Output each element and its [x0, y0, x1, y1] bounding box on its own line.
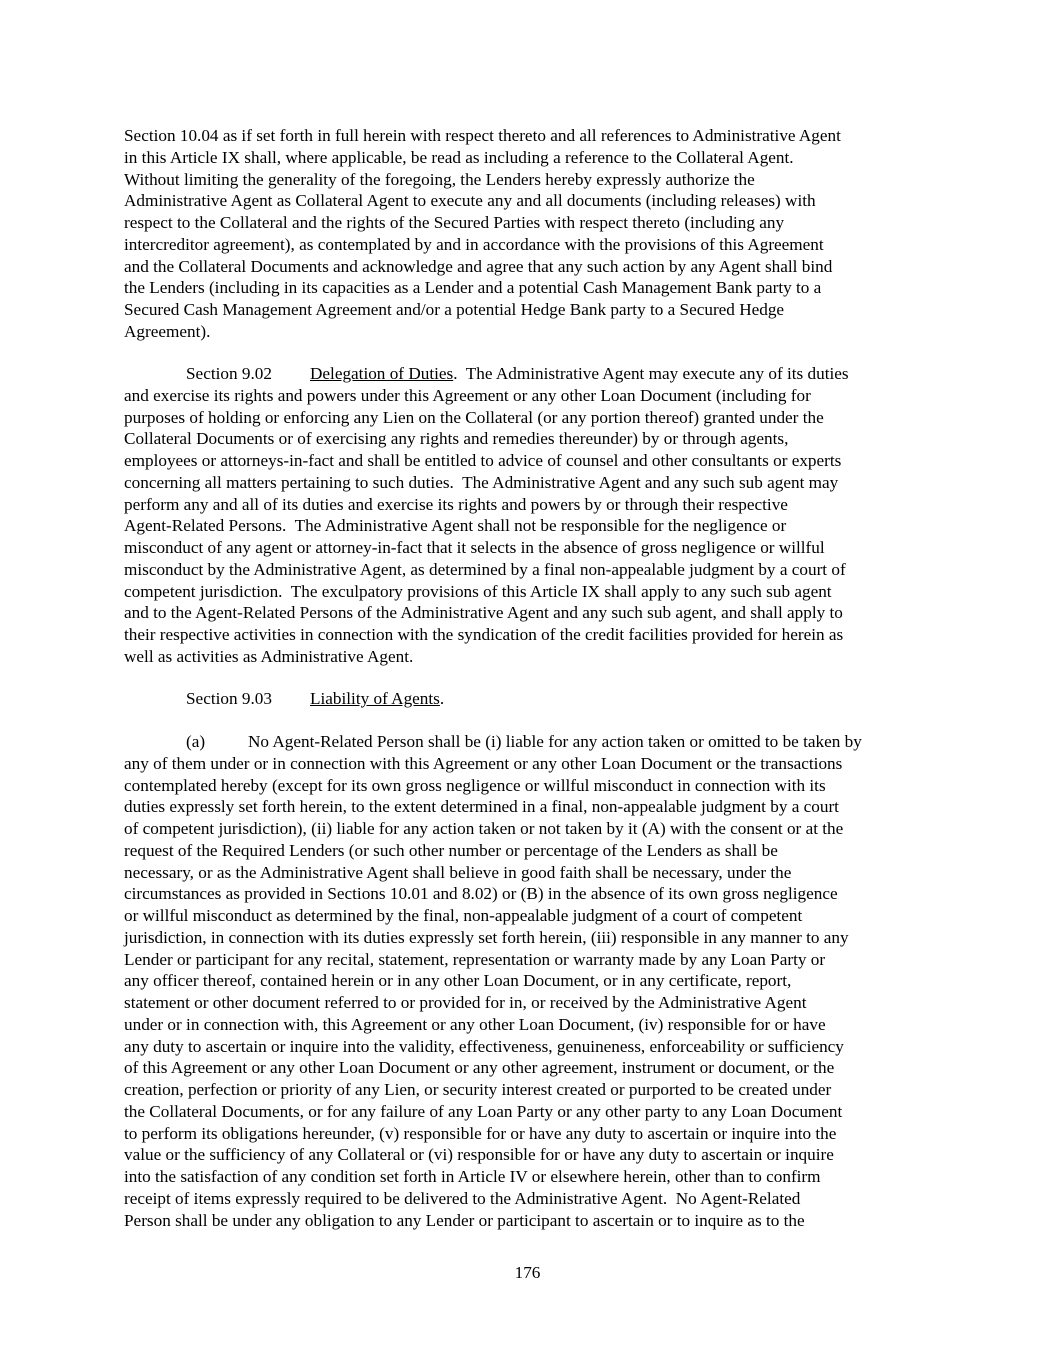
paragraph-line: perform any and all of its duties and exercise its rights and powers by or through their respective: [124, 494, 788, 514]
paragraph-line: the Lenders (including in its capacities as a Lender and a potential Cash Management Bank party to a: [124, 278, 822, 298]
paragraph-line: creation, perfection or priority of any Lien, or security interest created or purported to be created under: [124, 1080, 832, 1099]
paragraph-line: respect to the Collateral and the rights of the Secured Parties with respect thereto (including any: [124, 213, 785, 232]
paragraph-line: Administrative Agent as Collateral Agent to execute any and all documents (including releases) with: [124, 191, 816, 211]
paragraph-line: necessary, or as the Administrative Agent shall believe in good faith shall be necessary, under the: [124, 862, 792, 882]
paragraph-line: to perform its obligations hereunder, (v) responsible for or have any duty to ascertain or inquire into the: [124, 1123, 837, 1143]
paragraph-line: in this Article IX shall, where applicable, be read as including a reference to the Collateral Agent.: [124, 147, 794, 167]
paragraph-line: into the satisfaction of any condition set forth in Article IV or elsewhere herein, other than to confirm: [124, 1167, 821, 1186]
paragraph-line: under or in connection with, this Agreement or any other Loan Document, (iv) responsible for or have: [124, 1014, 826, 1034]
section-number: Section 9.02: [186, 364, 272, 383]
paragraph-line: any of them under or in connection with this Agreement or any other Loan Document or the transactions: [124, 753, 843, 773]
item-label: (a): [186, 732, 206, 751]
section-number: Section 9.03: [186, 689, 272, 708]
paragraph-line: Without limiting the generality of the foregoing, the Lenders hereby expressly authorize the: [124, 169, 755, 189]
paragraph-line: the Collateral Documents, or for any failure of any Loan Party or any other party to any Loan Document: [124, 1101, 843, 1121]
paragraph-line: or willful misconduct as determined by the final, non-appealable judgment of a court of competent: [124, 906, 803, 925]
paragraph-line: their respective activities in connection with the syndication of the credit facilities provided for herein as: [124, 625, 844, 644]
paragraph-line: Secured Cash Management Agreement and/or a potential Hedge Bank party to a Secured Hedge: [124, 300, 785, 319]
paragraph-line: Section 10.04 as if set forth in full herein with respect thereto and all references to Administrative Agent: [124, 126, 841, 145]
paragraph-line: Lender or participant for any recital, statement, representation or warranty made by any Loan Party or: [124, 949, 826, 969]
paragraph-line: any officer thereof, contained herein or in any other Loan Document, or in any certificate, report,: [124, 971, 792, 991]
paragraph-line: Agent-Related Persons. The Administrative Agent shall not be responsible for the negligence or: [124, 516, 787, 536]
paragraph-line: concerning all matters pertaining to such duties. The Administrative Agent and any such sub agent may: [124, 472, 839, 492]
section-9-03: [124, 688, 936, 710]
item-text: No Agent-Related Person shall be (i) liable for any action taken or omitted to be taken by: [248, 732, 862, 751]
section-9-03-heading: [124, 688, 936, 710]
paragraph-line: Person shall be under any obligation to any Lender or participant to ascertain or to inquire as to the: [124, 1210, 805, 1230]
paragraph-line: and exercise its rights and powers under this Agreement or any other Loan Document (including for: [124, 385, 811, 405]
paragraph-line: misconduct by the Administrative Agent, as determined by a final non-appealable judgment by a court of: [124, 559, 846, 579]
paragraph-line: competent jurisdiction. The exculpatory provisions of this Article IX shall apply to any such sub agent: [124, 581, 832, 601]
paragraph-line: request of the Required Lenders (or such other number or percentage of the Lenders as shall be: [124, 840, 778, 860]
paragraph-line: of competent jurisdiction), (ii) liable for any action taken or not taken by it (A) with the consent or at the: [124, 819, 844, 838]
paragraph-line: Agreement).: [124, 321, 211, 341]
paragraph-line: contemplated hereby (except for its own gross negligence or willful misconduct in connection with its: [124, 775, 826, 795]
section-title: Liability of Agents: [310, 689, 440, 708]
paragraph-line: purposes of holding or enforcing any Lien on the Collateral (or any portion thereof) granted under the: [124, 407, 824, 427]
page-number: 176: [514, 1263, 541, 1282]
paragraph-line: and the Collateral Documents and acknowledge and agree that any such action by any Agent shall bind: [124, 256, 833, 276]
paragraph-line: receipt of items expressly required to be delivered to the Administrative Agent. No Agent-Related: [124, 1188, 801, 1208]
section-text: . The Administrative Agent may execute any of its duties: [453, 364, 849, 383]
paragraph-line: statement or other document referred to or provided for in, or received by the Administrative Agent: [124, 993, 807, 1012]
paragraph-line: value or the sufficiency of any Collateral or (vi) responsible for or have any duty to ascertain or inquire: [124, 1145, 834, 1165]
section-9-02-heading: [124, 363, 936, 385]
paragraph-line: intercreditor agreement), as contemplated by and in accordance with the provisions of this Agreement: [124, 234, 824, 254]
paragraph-line: well as activities as Administrative Agent.: [124, 646, 414, 666]
paragraph-line: Collateral Documents or of exercising any rights and remedies thereunder) by or through agents,: [124, 429, 789, 449]
paragraph-line: misconduct of any agent or attorney-in-fact that it selects in the absence of gross negligence or willful: [124, 538, 825, 557]
section-9-02: [124, 363, 936, 668]
paragraph-line: employees or attorneys-in-fact and shall be entitled to advice of counsel and other consultants or experts: [124, 451, 842, 470]
paragraph-line: any duty to ascertain or inquire into the validity, effectiveness, genuineness, enforceability or sufficiency: [124, 1036, 844, 1056]
section-title: Delegation of Duties: [310, 364, 454, 383]
paragraph-line: of this Agreement or any other Loan Document or any other agreement, instrument or document, or the: [124, 1058, 835, 1078]
paragraph-line: and to the Agent-Related Persons of the Administrative Agent and any such sub agent, and shall apply to: [124, 603, 843, 623]
item-a: [124, 731, 936, 1231]
paragraph-line: circumstances as provided in Sections 10.01 and 8.02) or (B) in the absence of its own gross negligence: [124, 884, 838, 904]
paragraph-collateral-agent: [124, 125, 936, 343]
paragraph-line: duties expressly set forth herein, to the extent determined in a final, non-appealable judgment by a court: [124, 797, 839, 817]
item-a-first-line: [124, 731, 936, 753]
paragraph-line: jurisdiction, in connection with its duties expressly set forth herein, (iii) responsible in any manner to any: [124, 927, 849, 947]
section-title-suffix: .: [439, 689, 445, 708]
